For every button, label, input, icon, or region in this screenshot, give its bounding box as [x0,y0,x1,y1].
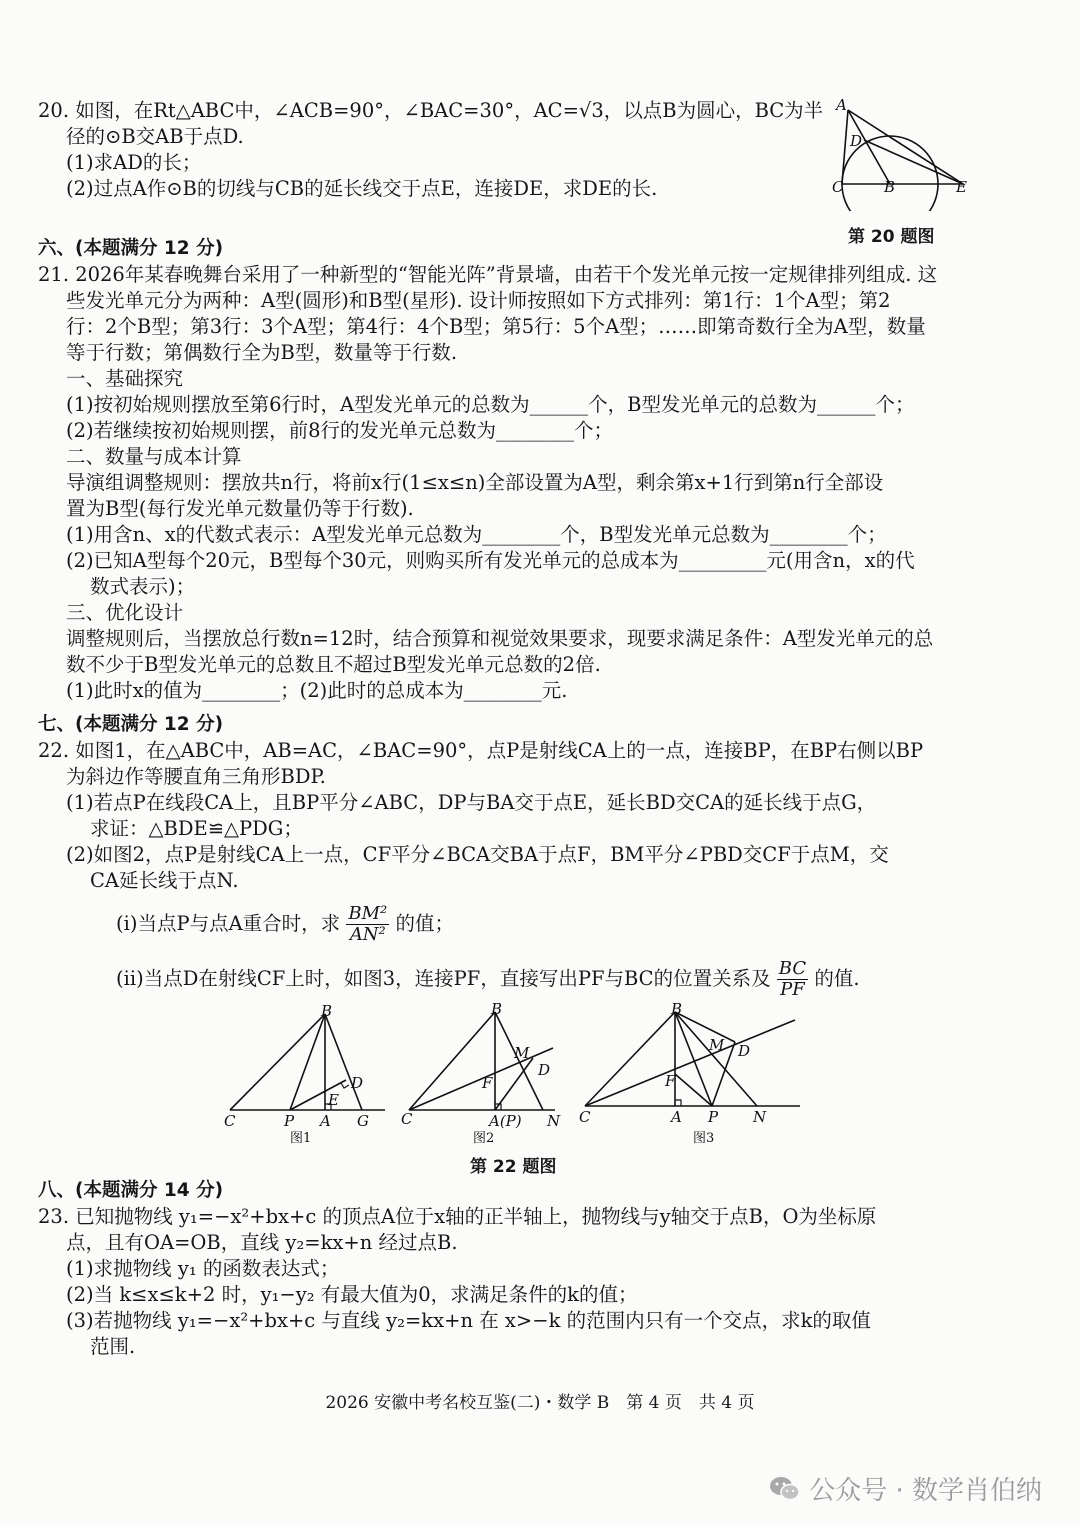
fig1-label-c: C [224,1112,236,1130]
q23-block [38,1178,1002,1360]
q22-line-1: 22. 如图1，在△ABC中，AB=AC，∠BAC=90°，点P是射线CA上的一点，连接BP，在BP右侧以BP [38,739,924,762]
fig3-label-d: D [738,1042,751,1060]
label-e: E [956,178,967,196]
q22-line-4: 求证：△BDE≌△PDG； [90,817,303,840]
watermark-text: 公众号 · 数学肖伯纳 [809,1476,1042,1506]
q20-line-3: (1)求AD的长； [66,151,202,174]
q21-line-3: 行：2个B型；第3行：3个A型；第4行：4个B型；第5行：5个A型；……即第奇数行全为A型，数量 [66,315,926,338]
q21-line-16: 数不少于B型发光单元的总数且不超过B型发光单元总数的2倍. [66,653,601,676]
fig1-label-a: A [320,1112,331,1130]
segment-de [864,140,963,184]
q21-line-17: (1)此时x的值为________；(2)此时的总成本为________元. [66,679,568,702]
q21-line-10: 置为B型(每行发光单元数量仍等于行数). [66,497,414,520]
fig1-label-b: B [321,1004,333,1020]
q22-sub-i [38,904,1002,945]
q22-figure-3 [575,1000,805,1144]
fig2-label-d: D [538,1061,551,1079]
q20-block [38,98,830,202]
fig1-label-g: G [357,1112,369,1130]
frac2-num: BC [778,958,807,979]
q22-sub-i-text: (ⅰ)当点P与点A重合时，求 [116,912,341,935]
fig3-caption: 图3 [693,1131,715,1144]
q21-line-9: 导演组调整规则：摆放共n行，将前x行(1≤x≤n)全部设置为A型，剩余第x+1行到第n行全部设 [66,471,884,494]
section-7-heading: 七、(本题满分 12 分) [38,714,224,735]
watermark [769,1470,1042,1507]
fig1-caption: 图1 [290,1131,312,1144]
fig3-label-f: F [665,1072,676,1090]
fig2-label-n: N [547,1112,561,1130]
fig2-label-m: M [514,1044,530,1062]
fig3-label-b: B [671,1000,683,1018]
fig1-label-e: E [328,1091,339,1109]
q22-caption: 第 22 题图 [470,1157,557,1177]
q23-line-3: (1)求抛物线 y₁ 的函数表达式； [66,1257,340,1280]
fig3-label-c: C [579,1108,591,1126]
fig2-label-ap: A(P) [489,1112,522,1130]
label-b: B [884,178,896,196]
q21-sub-heading-1: 一、基础探究 [66,367,184,390]
page-footer: 2026 安徽中考名校互鉴(二)・数学 B 第 4 页 共 4 页 [325,1393,755,1413]
q20-caption: 第 20 题图 [848,227,935,247]
q21-line-4: 等于行数；第偶数行全为B型，数量等于行数. [66,341,458,364]
q22-sub-ii-tail: 的值. [814,967,860,990]
label-c: C [832,178,844,196]
q20-line-1: 20. 如图，在Rt△ABC中，∠ACB=90°，∠BAC=30°，AC=√3，以点B为圆心，BC为半 [38,99,824,122]
fig1-label-d: D [351,1074,364,1092]
fig2-label-b: B [491,1000,503,1018]
fraction-bm-an [346,904,389,945]
fig2-label-c: C [401,1110,413,1128]
q21-block [38,236,1002,704]
q20-line-2: 径的⊙B交AB于点D. [66,125,244,148]
q23-line-2: 点，且有OA=OB，直线 y₂=kx+n 经过点B. [66,1231,458,1254]
label-d: D [850,132,863,150]
q22-line-6: CA延长线于点N. [90,869,239,892]
frac1-num: BM² [348,903,388,924]
q21-line-1: 21. 2026年某春晚舞台采用了一种新型的“智能光阵”背景墙，由若干个发光单元按一定规律排列组成. 这 [38,263,938,286]
q21-line-15: 调整规则后，当摆放总行数n=12时，结合预算和视觉效果要求，现要求满足条件：A型发光单元的总 [66,627,934,650]
q22-figure-1 [220,1004,390,1144]
q22-line-2: 为斜边作等腰直角三角形BDP. [66,765,326,788]
q23-line-6: 范围. [90,1335,136,1358]
q21-line-11: (1)用含n、x的代数式表示：A型发光单元总数为________个，B型发光单元总数为________个； [66,523,887,546]
fig3-label-a: A [671,1108,682,1126]
fig2-label-f: F [482,1074,493,1092]
q21-line-6: (1)按初始规则摆放至第6行时，A型发光单元的总数为______个，B型发光单元的总数为______个； [66,393,915,416]
q23-line-4: (2)当 k≤x≤k+2 时，y₁−y₂ 有最大值为0，求满足条件的k的值； [66,1283,638,1306]
q22-sub-i-tail: 的值； [395,912,454,935]
fig3-label-p: P [708,1108,719,1126]
q22-figure-2 [395,1000,575,1144]
q22-block [38,712,1002,1000]
q23-line-1: 23. 已知抛物线 y₁=−x²+bx+c 的顶点A位于x轴的正半轴上，抛物线与y轴交于点B，O为坐标原 [38,1205,877,1228]
q21-sub-heading-2: 二、数量与成本计算 [66,445,242,468]
section-6-heading: 六、(本题满分 12 分) [38,238,224,259]
q21-line-7: (2)若继续按初始规则摆，前8行的发光单元总数为________个； [66,419,614,442]
frac2-den: PF [780,979,805,1000]
label-a: A [836,96,847,114]
q22-sub-ii-text: (ⅱ)当点D在射线CF上时，如图3，连接PF，直接写出PF与BC的位置关系及 [116,967,771,990]
fig3-label-n: N [753,1108,767,1126]
q23-line-5: (3)若抛物线 y₁=−x²+bx+c 与直线 y₂=kx+n 在 x>−k 的范围内只有一个交点，求k的取值 [66,1309,871,1332]
fraction-bc-pf [777,959,808,1000]
fig1-label-p: P [284,1112,295,1130]
wechat-icon [769,1475,801,1503]
q22-line-3: (1)若点P在线段CA上，且BP平分∠ABC，DP与BA交于点E，延长BD交CA的延长线于点G， [66,791,877,814]
fig2-caption: 图2 [473,1131,495,1144]
fig3-label-m: M [709,1036,725,1054]
q20-figure [820,96,990,211]
q21-line-13: 数式表示)； [90,575,196,598]
q22-line-5: (2)如图2，点P是射线CA上一点，CF平分∠BCA交BA于点F，BM平分∠PBD交CF于点M，交 [66,843,889,866]
q21-line-12: (2)已知A型每个20元，B型每个30元，则购买所有发光单元的总成本为_________元(用含n，x的代 [66,549,915,572]
q21-line-2: 些发光单元分为两种：A型(圆形)和B型(星形). 设计师按照如下方式排列：第1行：1个A型；第2 [66,289,891,312]
q21-sub-heading-3: 三、优化设计 [66,601,184,624]
q22-sub-ii [38,959,1002,1000]
section-8-heading: 八、(本题满分 14 分) [38,1180,224,1201]
q20-line-4: (2)过点A作⊙B的切线与CB的延长线交于点E，连接DE，求DE的长. [66,177,658,200]
frac1-den: AN² [349,924,386,945]
